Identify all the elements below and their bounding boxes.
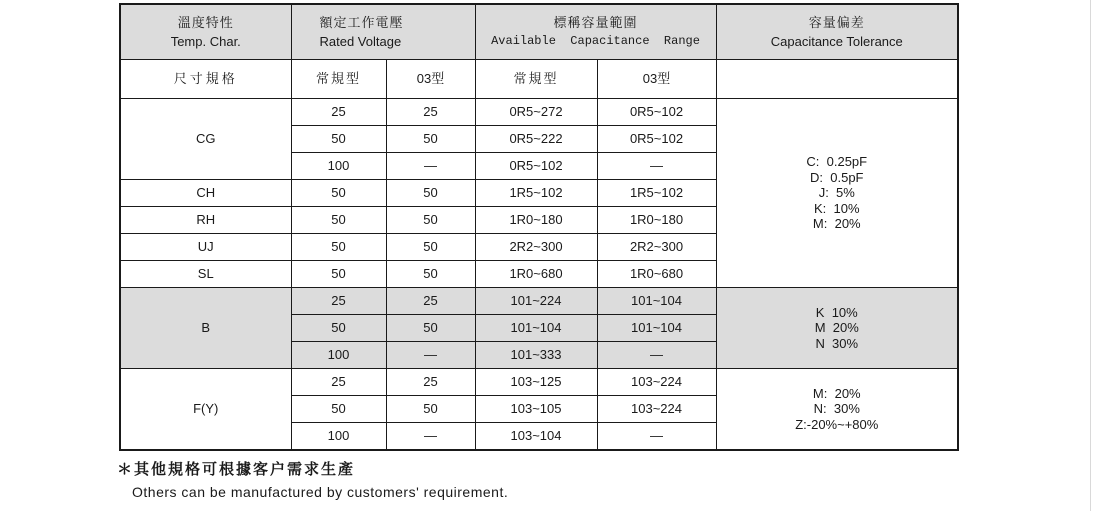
table-row <box>120 99 958 126</box>
voltage-regular-cell: 25 <box>291 369 386 396</box>
capacitance-regular-cell: 0R5~272 <box>475 99 597 126</box>
subheader-size: 尺寸規格 <box>120 60 291 99</box>
temp-char-cell: F(Y) <box>120 369 291 451</box>
voltage-regular-cell: 50 <box>291 126 386 153</box>
capacitance-03-cell: 0R5~102 <box>597 126 716 153</box>
voltage-regular-cell: 50 <box>291 234 386 261</box>
temp-char-cell: UJ <box>120 234 291 261</box>
voltage-03-cell: 50 <box>386 207 475 234</box>
voltage-regular-cell: 50 <box>291 261 386 288</box>
voltage-regular-cell: 50 <box>291 396 386 423</box>
capacitance-03-cell: 103~224 <box>597 369 716 396</box>
voltage-03-cell: 50 <box>386 234 475 261</box>
tolerance-item: D: 0.5pF <box>810 169 864 185</box>
tolerance-item: M: 20% <box>812 216 861 232</box>
voltage-03-cell: — <box>386 423 475 451</box>
temp-char-cell: RH <box>120 207 291 234</box>
temp-char-cell: SL <box>120 261 291 288</box>
header-capacitance-range: 標稱容量範圍 Available Capacitance Range <box>475 4 716 60</box>
subheader-row <box>120 60 958 99</box>
capacitance-03-cell: 1R0~180 <box>597 207 716 234</box>
capacitance-03-cell: — <box>597 342 716 369</box>
tolerance-cell <box>716 369 958 451</box>
tolerance-item: N: 30% <box>813 401 860 417</box>
capacitance-03-cell: 1R0~680 <box>597 261 716 288</box>
temp-char-cell: CG <box>120 99 291 180</box>
voltage-regular-cell: 25 <box>291 99 386 126</box>
tolerance-item: K: 10% <box>814 200 860 216</box>
capacitance-03-cell: 1R5~102 <box>597 180 716 207</box>
voltage-03-cell: 50 <box>386 315 475 342</box>
capacitance-03-cell: — <box>597 423 716 451</box>
table-body <box>120 99 958 451</box>
voltage-03-cell: 25 <box>386 99 475 126</box>
capacitance-03-cell: 101~104 <box>597 288 716 315</box>
note-chinese: ＊其他規格可根據客户需求生產 <box>117 461 356 478</box>
capacitance-regular-cell: 101~104 <box>475 315 597 342</box>
voltage-03-cell: 50 <box>386 396 475 423</box>
voltage-regular-cell: 100 <box>291 153 386 180</box>
capacitance-03-cell: — <box>597 153 716 180</box>
page-edge-rule <box>1090 0 1091 511</box>
voltage-regular-cell: 50 <box>291 207 386 234</box>
tolerance-item: C: 0.25pF <box>806 154 868 170</box>
tolerance-item: K 10% <box>815 304 858 320</box>
voltage-03-cell: — <box>386 153 475 180</box>
capacitor-spec-table <box>119 3 959 451</box>
capacitance-regular-cell: 103~104 <box>475 423 597 451</box>
subheader-regular-voltage: 常規型 <box>291 60 386 99</box>
voltage-regular-cell: 100 <box>291 342 386 369</box>
capacitance-03-cell: 2R2~300 <box>597 234 716 261</box>
subheader-type03-capacitance: 03型 <box>597 60 716 99</box>
table-row <box>120 288 958 315</box>
capacitance-regular-cell: 0R5~102 <box>475 153 597 180</box>
voltage-regular-cell: 50 <box>291 180 386 207</box>
header-rated-voltage: 額定工作電壓 Rated Voltage <box>291 4 475 60</box>
capacitance-regular-cell: 101~333 <box>475 342 597 369</box>
voltage-03-cell: 25 <box>386 369 475 396</box>
tolerance-item: M 20% <box>814 320 859 336</box>
subheader-blank <box>716 60 958 99</box>
temp-char-cell: B <box>120 288 291 369</box>
table-row <box>120 369 958 396</box>
tolerance-cell <box>716 288 958 369</box>
temp-char-cell: CH <box>120 180 291 207</box>
voltage-03-cell: 25 <box>386 288 475 315</box>
capacitance-03-cell: 0R5~102 <box>597 99 716 126</box>
note-english: Others can be manufactured by customers' requirement. <box>132 484 509 500</box>
tolerance-item: M: 20% <box>812 385 861 401</box>
header-row <box>120 4 958 60</box>
capacitance-regular-cell: 1R0~180 <box>475 207 597 234</box>
header-temp-char: 溫度特性 Temp. Char. <box>120 4 291 60</box>
voltage-regular-cell: 25 <box>291 288 386 315</box>
capacitance-regular-cell: 103~125 <box>475 369 597 396</box>
voltage-03-cell: 50 <box>386 180 475 207</box>
capacitance-03-cell: 103~224 <box>597 396 716 423</box>
capacitance-03-cell: 101~104 <box>597 315 716 342</box>
subheader-regular-capacitance: 常規型 <box>475 60 597 99</box>
voltage-regular-cell: 100 <box>291 423 386 451</box>
capacitance-regular-cell: 1R5~102 <box>475 180 597 207</box>
voltage-regular-cell: 50 <box>291 315 386 342</box>
tolerance-item: J: 5% <box>818 185 855 201</box>
capacitance-regular-cell: 2R2~300 <box>475 234 597 261</box>
capacitance-regular-cell: 1R0~680 <box>475 261 597 288</box>
subheader-type03-voltage: 03型 <box>386 60 475 99</box>
capacitance-regular-cell: 0R5~222 <box>475 126 597 153</box>
tolerance-cell <box>716 99 958 288</box>
tolerance-item: N 30% <box>815 335 859 351</box>
capacitance-regular-cell: 103~105 <box>475 396 597 423</box>
header-capacitance-tolerance: 容量偏差 Capacitance Tolerance <box>716 4 958 60</box>
voltage-03-cell: 50 <box>386 126 475 153</box>
voltage-03-cell: — <box>386 342 475 369</box>
capacitance-regular-cell: 101~224 <box>475 288 597 315</box>
voltage-03-cell: 50 <box>386 261 475 288</box>
tolerance-item: Z:-20%~+80% <box>795 416 879 432</box>
